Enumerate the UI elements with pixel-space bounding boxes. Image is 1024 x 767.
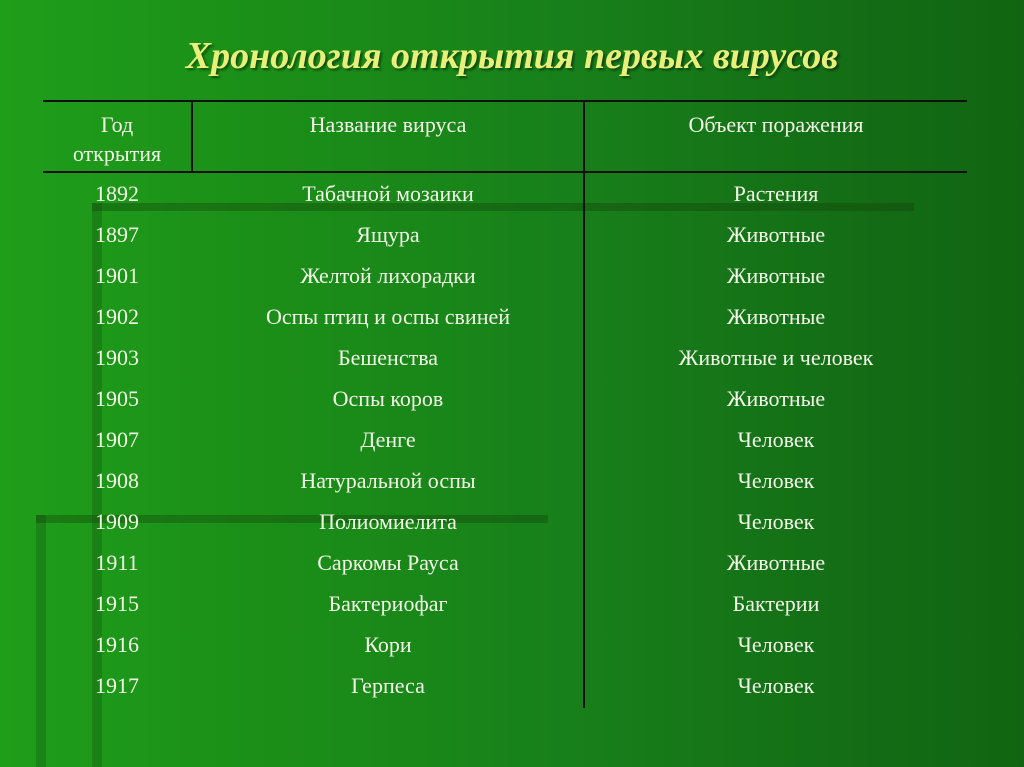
table-row: [43, 296, 967, 337]
header-target: [585, 110, 967, 139]
table-row: [43, 460, 967, 501]
header-target-text: Объект поражения: [688, 112, 864, 137]
cell-target: Животные: [726, 222, 826, 247]
cell-target: Растения: [733, 181, 819, 206]
cell-target: Человек: [737, 427, 815, 452]
cell-target: Человек: [737, 468, 815, 493]
cell-virus-name: Бактериофаг: [328, 591, 448, 616]
header-year-text: Год открытия: [72, 112, 162, 166]
cell-year: 1911: [95, 550, 139, 575]
table-row: [43, 255, 967, 296]
table-row: [43, 665, 967, 706]
cell-virus-name: Саркомы Рауса: [317, 550, 459, 575]
cell-year: 1908: [95, 468, 139, 493]
table-row: [43, 419, 967, 460]
cell-year: 1892: [95, 181, 139, 206]
cell-virus-name: Натуральной оспы: [300, 468, 476, 493]
table-row: [43, 542, 967, 583]
header-virus-name: [193, 110, 583, 139]
cell-target: Животные: [726, 550, 826, 575]
cell-virus-name: Бешенства: [337, 345, 439, 370]
cell-year: 1903: [95, 345, 139, 370]
table-row: [43, 378, 967, 419]
cell-year: 1902: [95, 304, 139, 329]
header-year: [43, 110, 191, 168]
cell-virus-name: Оспы птиц и оспы свиней: [265, 304, 511, 329]
cell-year: 1916: [95, 632, 139, 657]
table-row: [43, 214, 967, 255]
cell-virus-name: Табачной мозаики: [302, 181, 474, 206]
cell-target: Бактерии: [732, 591, 820, 616]
cell-target: Человек: [737, 632, 815, 657]
cell-virus-name: Желтой лихорадки: [300, 263, 476, 288]
cell-target: Животные и человек: [678, 345, 874, 370]
cell-year: 1909: [95, 509, 139, 534]
cell-year: 1917: [95, 673, 139, 698]
cell-target: Животные: [726, 263, 826, 288]
page-title: Хронология открытия первых вирусов: [185, 35, 839, 77]
table-row: [43, 337, 967, 378]
cell-year: 1905: [95, 386, 139, 411]
cell-virus-name: Ящура: [356, 222, 420, 247]
table-top-rule: [43, 100, 967, 102]
cell-virus-name: Оспы коров: [332, 386, 444, 411]
cell-virus-name: Полиомиелита: [319, 509, 457, 534]
table-row: [43, 583, 967, 624]
cell-virus-name: Кори: [364, 632, 412, 657]
cell-virus-name: Герпеса: [351, 673, 425, 698]
cell-target: Человек: [737, 509, 815, 534]
cell-target: Животные: [726, 304, 826, 329]
cell-year: 1907: [95, 427, 139, 452]
header-virus-name-text: Название вируса: [309, 112, 467, 137]
cell-virus-name: Денге: [360, 427, 416, 452]
cell-target: Человек: [737, 673, 815, 698]
table-row: [43, 173, 967, 214]
cell-year: 1901: [95, 263, 139, 288]
cell-year: 1897: [95, 222, 139, 247]
table-row: [43, 501, 967, 542]
cell-target: Животные: [726, 386, 826, 411]
cell-year: 1915: [95, 591, 139, 616]
table-row: [43, 624, 967, 665]
